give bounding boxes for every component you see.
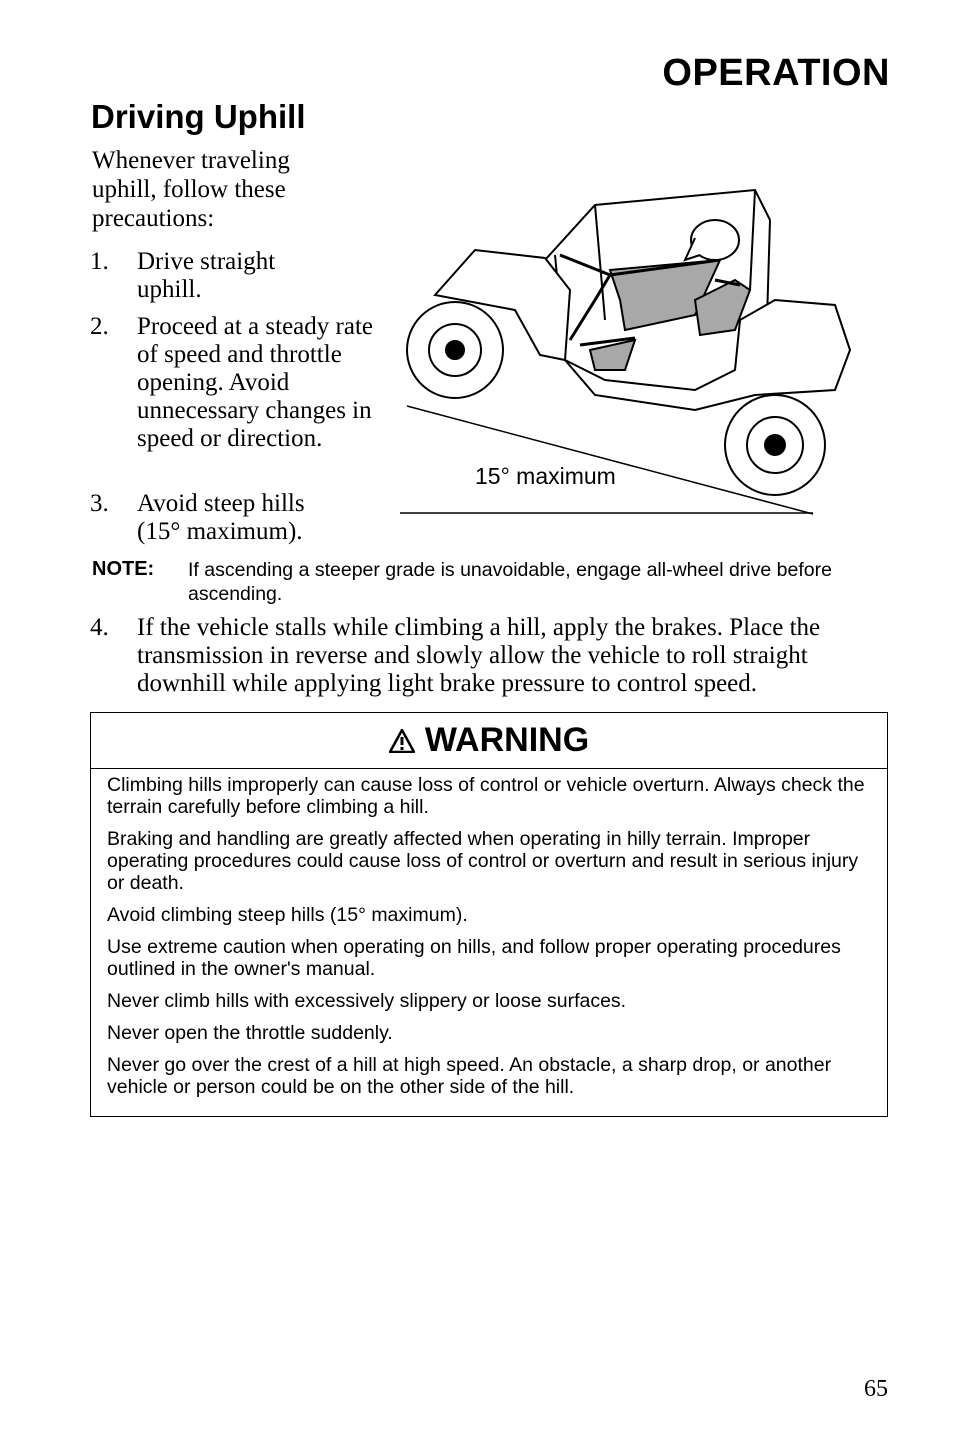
warning-paragraph: Use extreme caution when operating on hills, and follow proper operating procedures outlined in the owner's manual. [107, 936, 841, 980]
figure-label: 15° maximum [475, 463, 616, 489]
warning-paragraph: Never climb hills with excessively slippery or loose surfaces. [107, 990, 627, 1012]
warning-triangle-icon [389, 729, 415, 753]
list-item-text: Drive straight uphill. [137, 248, 276, 303]
list-item-number: 1. [90, 248, 109, 275]
warning-title: WARNING [424, 721, 590, 759]
warning-paragraph: Braking and handling are greatly affected when operating in hilly terrain. Improper operating procedures could cause loss of control or overturn and result in serious injury or death. [107, 828, 859, 894]
warning-header [91, 713, 887, 769]
note-text: If ascending a steeper grade is unavoidable, engage all-wheel drive before ascending. [188, 559, 832, 605]
list-item-number: 3. [90, 490, 109, 517]
list-item-number: 2. [90, 313, 109, 340]
page-number: 65 [864, 1376, 888, 1402]
note-label: NOTE: [92, 558, 155, 580]
section-header: OPERATION [662, 52, 890, 94]
page-title: Driving Uphill [91, 98, 306, 135]
warning-paragraph: Never open the throttle suddenly. [107, 1022, 393, 1044]
list-item-text: Proceed at a steady rate of speed and throttle opening. Avoid unnecessary changes in speed or direction. [137, 313, 373, 452]
warning-paragraph: Never go over the crest of a hill at high speed. An obstacle, a sharp drop, or another vehicle or person could be on the other side of the hill. [107, 1054, 832, 1098]
warning-box [90, 712, 888, 1117]
utv-on-hill-illustration [395, 180, 865, 520]
warning-paragraph: Climbing hills improperly can cause loss of control or vehicle overturn. Always check the terrain carefully before climbing a hill. [107, 774, 865, 818]
warning-paragraph: Avoid climbing steep hills (15° maximum). [107, 904, 468, 926]
intro-paragraph: Whenever traveling uphill, follow these precautions: [92, 147, 290, 232]
warning-body [91, 769, 887, 1098]
list-item-text: If the vehicle stalls while climbing a hill, apply the brakes. Place the transmission in reverse and slowly allow the vehicle to roll straight downhill while applying light brake pressure to control speed. [137, 614, 821, 697]
list-item-text: Avoid steep hills (15° maximum). [137, 490, 305, 545]
list-item-number: 4. [90, 614, 109, 641]
